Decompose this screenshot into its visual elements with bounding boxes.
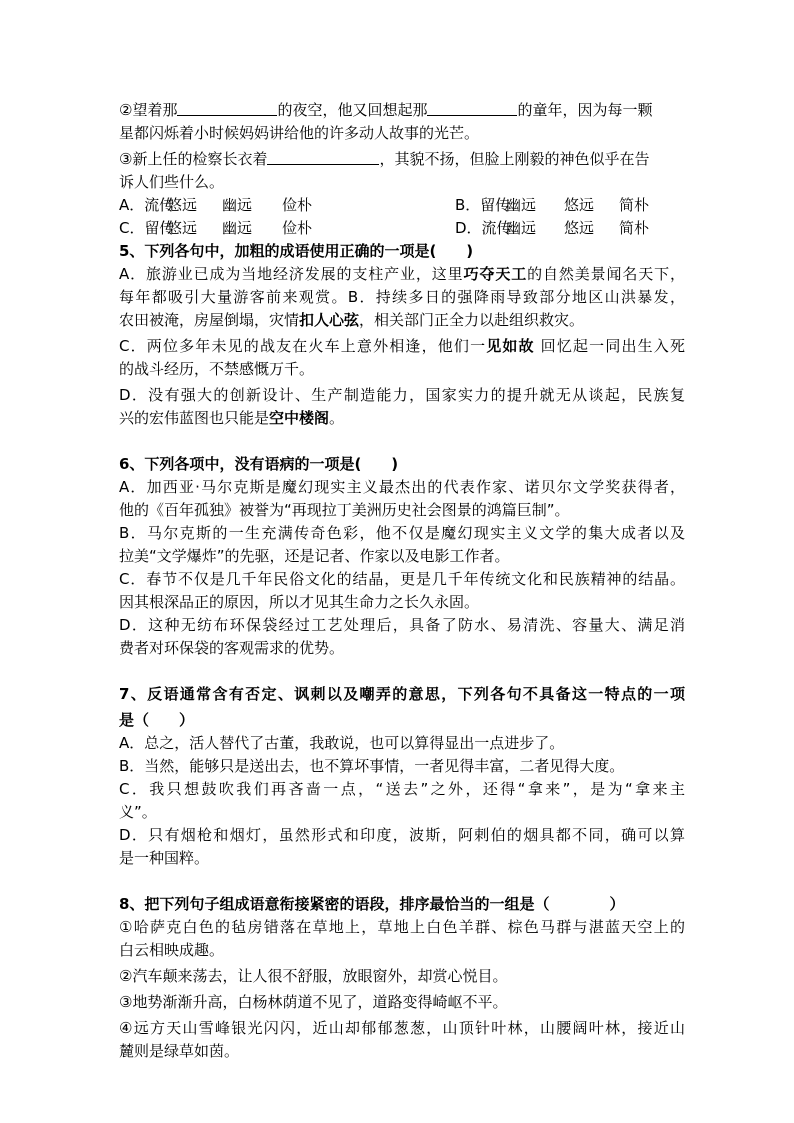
q8-line: 白云相映成趣。 [119, 941, 225, 959]
fill-blank [427, 101, 517, 116]
option-a-word3: 幽远 [222, 196, 253, 214]
option-d-word1: D．流传 [455, 219, 512, 237]
q7-line: 义”。 [119, 803, 157, 821]
q6-line: D．这种无纺布环保袋经过工艺处理后，具备了防水、易清洗、容量大、满足消 [119, 616, 685, 634]
option-a-word4: 俭朴 [282, 196, 313, 214]
q8-line: 麓则是绿草如茵。 [119, 1042, 240, 1060]
q8-line: ③地势渐渐升高，白杨林荫道不见了，道路变得崎岖不平。 [119, 993, 508, 1011]
option-d-word2: 幽远 [506, 219, 537, 237]
q8-stem: 8、把下列句子组成语意衔接紧密的语段，排序最恰当的一组是（ ） [119, 895, 625, 913]
text: ②望着那 [119, 101, 178, 119]
q4-item2-line2: 星都闪烁着小时候妈妈讲给他的许多动人故事的光芒。 [119, 124, 480, 142]
q4-item3-line1 [119, 148, 685, 171]
q7-line: C．我只想鼓吹我们再吝啬一点，“送去”之外，还得“拿来”，是为“拿来主 [119, 780, 685, 798]
option-c-word3: 幽远 [222, 219, 253, 237]
q5-b-line [119, 309, 685, 332]
q8-line: ④远方天山雪峰银光闪闪，近山却郁郁葱葱，山顶针叶林，山腰阔叶林，接近山 [119, 1019, 685, 1037]
q6-line: 他的《百年孤独》被誉为“再现拉丁美洲历史社会图景的鸿篇巨制”。 [119, 501, 570, 519]
text: A．旅游业已成为当地经济发展的支柱产业，这里 [119, 265, 464, 283]
text: 兴的宏伟蓝图也只能是 [119, 409, 270, 427]
option-b-word4: 简朴 [619, 196, 650, 214]
fill-blank [177, 101, 277, 116]
q6-stem: 6、下列各项中，没有语病的一项是( ) [119, 455, 399, 473]
option-c-word1: C．留传 [119, 219, 175, 237]
q7-line: D．只有烟枪和烟灯，虽然形式和印度，波斯，阿剌伯的烟具都不同，确可以算 [119, 826, 685, 844]
option-a-word1: A．流传 [119, 196, 175, 214]
q8-line: ①哈萨克白色的毡房错落在草地上，草地上白色羊群、棕色马群与湛蓝天空上的 [119, 918, 685, 936]
text: C．两位多年未见的战友在火车上意外相逢，他们一 [119, 337, 487, 355]
bold-idiom: 巧夺天工 [463, 265, 528, 283]
q6-line: B．马尔克斯的一生充满传奇色彩，他不仅是魔幻现实主义文学的集大成者以及 [119, 524, 685, 542]
q4-options-row2 [119, 217, 685, 240]
q6-line: A．加西亚·马尔克斯是魔幻现实主义最杰出的代表作家、诺贝尔文学奖获得者， [119, 478, 685, 496]
q5-a-line1 [119, 263, 685, 286]
text: 的自然美景闻名天下， [527, 265, 685, 283]
q5-stem: 5、下列各句中，加粗的成语使用正确的一项是( ) [119, 242, 474, 260]
option-d-word4: 简朴 [619, 219, 650, 237]
option-b-word2: 幽远 [506, 196, 537, 214]
text: 的童年，因为每一颗 [517, 101, 653, 119]
text: ③新上任的检察长衣着 [119, 150, 268, 168]
q4-item2-line1 [119, 99, 685, 122]
q5-c-line2: 的战斗经历，不禁感慨万千。 [119, 360, 315, 378]
q7-line: A．总之，活人替代了古董，我敢说，也可以算得显出一点进步了。 [119, 734, 565, 752]
q6-line: 因其根深品正的原因，所以才见其生命力之长久永固。 [119, 593, 480, 611]
text: 农田被淹，房屋倒塌，灾情 [119, 311, 300, 329]
q8-line: ②汽车颠来荡去，让人很不舒服，放眼窗外，却赏心悦目。 [119, 967, 508, 985]
bold-idiom: 见如故 [486, 337, 535, 355]
text: ，其貌不扬，但脸上刚毅的神色似乎在告 [379, 150, 650, 168]
q5-a-line2: 每年都吸引大量游客前来观赏。B．持续多日的强降雨导致部分地区山洪暴发， [119, 288, 685, 306]
option-c-word2: 悠远 [167, 219, 198, 237]
q5-d-line1: D．没有强大的创新设计、生产制造能力，国家实力的提升就无从谈起，民族复 [119, 386, 685, 404]
q7-stem-line2: 是（ ） [119, 711, 195, 729]
text: 的夜空，他又回想起那 [277, 101, 428, 119]
option-b-word3: 悠远 [564, 196, 595, 214]
bold-idiom: 扣人心弦 [299, 311, 360, 329]
option-b-word1: B．留传 [455, 196, 511, 214]
q6-line: 费者对环保袋的客观需求的优势。 [119, 639, 345, 657]
text: ，相关部门正全力以赴组织救灾。 [359, 311, 585, 329]
fill-blank [267, 150, 379, 165]
option-a-word2: 悠远 [167, 196, 198, 214]
bold-idiom: 空中楼阁 [269, 409, 330, 427]
q7-line: B．当然，能够只是送出去，也不算坏事情，一者见得丰富，二者见得大度。 [119, 757, 625, 775]
q4-item3-line2: 诉人们些什么。 [119, 173, 225, 191]
option-c-word4: 俭朴 [282, 219, 313, 237]
q5-d-line2 [119, 407, 685, 430]
question-content [119, 99, 685, 1063]
q6-line: C．春节不仅是几千年民俗文化的结晶，更是几千年传统文化和民族精神的结晶。 [119, 570, 685, 588]
text: 回忆起一同出生入死 [534, 337, 685, 355]
q7-line: 是一种国粹。 [119, 849, 210, 867]
text: 。 [329, 409, 345, 427]
option-d-word3: 悠远 [564, 219, 595, 237]
q5-c-line1 [119, 335, 685, 358]
q7-stem-line1: 7、反语通常含有否定、讽刺以及嘲弄的意思，下列各句不具备这一特点的一项 [119, 685, 685, 703]
q4-options-row1 [119, 194, 685, 217]
q6-line: 拉美“文学爆炸”的先驱，还是记者、作家以及电影工作者。 [119, 547, 510, 565]
